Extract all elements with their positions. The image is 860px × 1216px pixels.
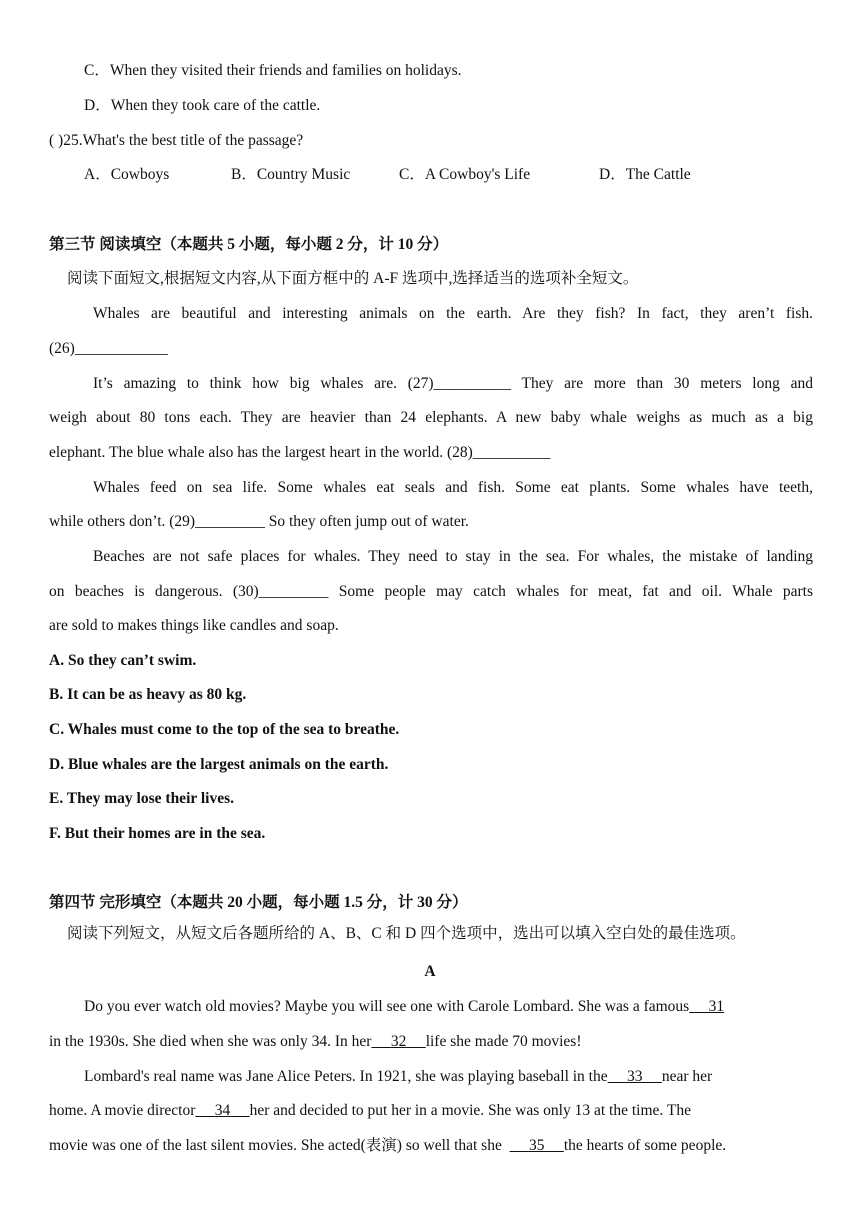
s3-p1-line2: (26)____________ [49,340,168,357]
s4-line3-text-b: near her [661,1068,713,1085]
q25-option-c: C．A Cowboy's Life [399,166,531,183]
s4-line4-text-a: home. A movie director [49,1102,196,1119]
s3-p1-line1: Whales are beautiful and interesting animals on the earth. Are they fish? In fact, they aren’t fish. [93,305,813,322]
s3-p2-line3: elephant. The blue whale also has the largest heart in the world. (28)__________ [49,444,551,461]
blank-33 [608,1068,662,1085]
s4-line2-text-a: in the 1930s. She died when she was only 34. In her [49,1033,372,1050]
s3-p3-line2: while others don’t. (29)_________ So they often jump out of water. [49,513,469,530]
s4-line4-text-b: her and decided to put her in a movie. She was only 13 at the time. The [249,1102,691,1119]
blank-32 [371,1033,425,1050]
s3-option-a: A. So they can’t swim. [49,652,197,669]
blank-35 [510,1137,564,1154]
q25-option-d: D．The Cattle [599,166,691,183]
blank-35-num: 35 [528,1137,545,1154]
s3-p4-line1: Beaches are not safe places for whales. They need to stay in the sea. For whales, the mistake of landing [93,548,813,565]
s4-line2 [49,1032,813,1052]
s3-option-e: E. They may lose their lives. [49,790,234,807]
blank-34-num: 34 [214,1102,231,1119]
q25-option-a: A．Cowboys [84,166,170,183]
s4-line2-text-b: life she made 70 movies! [425,1033,582,1050]
s4-line4 [49,1101,813,1121]
s4-line3 [84,1067,813,1087]
blank-32-num: 32 [390,1033,407,1050]
s4-line1 [84,997,813,1017]
section3-instruction: 阅读下面短文,根据短文内容,从下面方框中的 A-F 选项中,选择适当的选项补全短文。 [67,270,639,287]
blank-31-num: 31 [708,998,725,1015]
s3-option-b: B. It can be as heavy as 80 kg. [49,686,247,703]
s3-p4-line3: are sold to makes things like candles and soap. [49,617,339,634]
q25-options [84,165,813,185]
s4-line5-text-b: the hearts of some people. [563,1137,727,1154]
s3-option-f: F. But their homes are in the sea. [49,825,266,842]
s4-line5 [49,1136,813,1156]
s3-p4-line2: on beaches is dangerous. (30)_________ Some people may catch whales for meat, fat and oil. Whale parts [49,583,813,600]
s3-option-d: D. Blue whales are the largest animals on the earth. [49,756,389,773]
section3-title: 第三节 阅读填空（本题共 5 小题，每小题 2 分，计 10 分） [49,236,449,253]
s3-p2-line1: It’s amazing to think how big whales are. (27)__________ They are more than 30 meters long and [93,375,813,392]
s3-option-c: C. Whales must come to the top of the sea to breathe. [49,721,400,738]
s3-p2-line2: weigh about 80 tons each. They are heavier than 24 elephants. A new baby whale weighs as much as a big [49,409,813,426]
q25-stem: ( )25.What's the best title of the passage? [49,132,304,149]
s3-p3-line1: Whales feed on sea life. Some whales eat seals and fish. Some eat plants. Some whales have teeth, [93,479,813,496]
blank-31 [689,998,724,1015]
blank-33-num: 33 [627,1068,643,1085]
s4-line5-text-a: movie was one of the last silent movies. She acted(表演) so well that she [49,1137,502,1154]
passage-label: A [424,963,436,980]
blank-34 [195,1102,249,1119]
q25-option-b: B．Country Music [231,166,351,183]
s4-line1-text: Do you ever watch old movies? Maybe you will see one with Carole Lombard. She was a famous [84,998,690,1015]
q24-option-d: D．When they took care of the cattle. [84,97,321,114]
q24-option-c: C．When they visited their friends and families on holidays. [84,62,462,79]
s4-line3-text-a: Lombard's real name was Jane Alice Peters. In 1921, she was playing baseball in the [84,1068,608,1085]
section4-instruction: 阅读下列短文，从短文后各题所给的 A、B、C 和 D 四个选项中，选出可以填入空白处的最佳选项。 [67,925,746,942]
section4-title: 第四节 完形填空（本题共 20 小题，每小题 1.5 分，计 30 分） [49,894,468,911]
